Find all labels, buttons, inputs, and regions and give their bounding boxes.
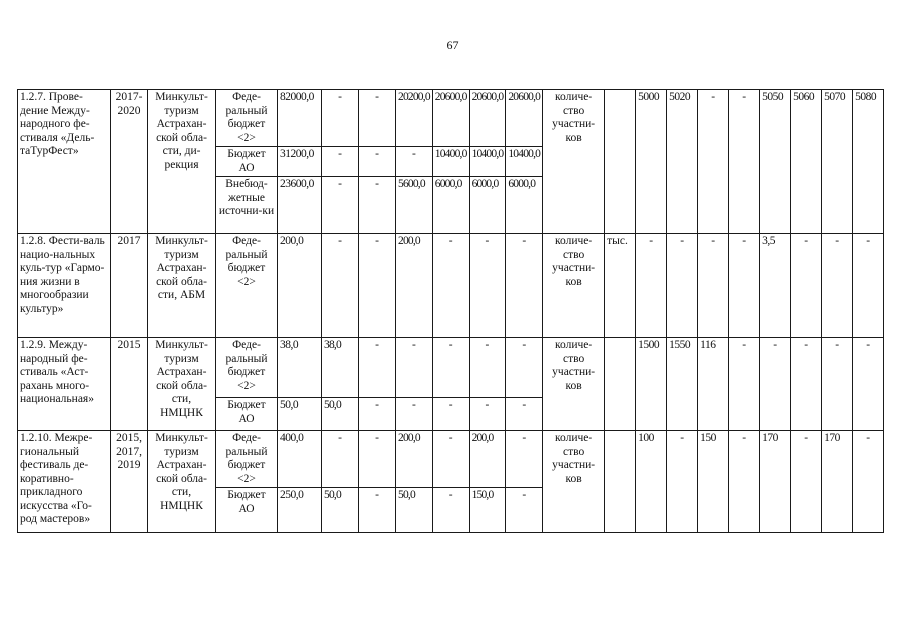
funding-total: 82000,0 (278, 90, 322, 147)
funding-y1: 38,0 (322, 338, 359, 398)
indicator-unit (605, 431, 636, 533)
funding-y2: - (359, 398, 396, 431)
table-row (18, 234, 884, 338)
indicator-name: количе-ство участни-ков (543, 234, 605, 338)
funding-y3: - (396, 398, 433, 431)
indicator-name: количе-ство участни-ков (543, 338, 605, 431)
funding-y5: - (469, 234, 506, 338)
target-value: - (729, 234, 760, 338)
table-row (18, 90, 884, 147)
funding-y4: 6000,0 (432, 177, 469, 234)
target-value: 1500 (636, 338, 667, 431)
target-value: 170 (760, 431, 791, 533)
funding-total: 23600,0 (278, 177, 322, 234)
target-value: - (667, 234, 698, 338)
funding-y2: - (359, 488, 396, 533)
measure-name: 1.2.9. Между-народный фе-стиваль «Аст-рахань много-национальная» (18, 338, 111, 431)
funding-total: 38,0 (278, 338, 322, 398)
executor: Минкульт-туризм Астрахан-ской обла-сти, ди-рекция (148, 90, 216, 234)
funding-source: Феде-ральный бюджет <2> (216, 234, 278, 338)
page-number: 67 (446, 38, 459, 52)
funding-y5: - (469, 338, 506, 398)
funding-y1: - (322, 90, 359, 147)
funding-y5: 150,0 (469, 488, 506, 533)
target-value: - (853, 234, 884, 338)
funding-y2: - (359, 147, 396, 177)
funding-y6: 6000,0 (506, 177, 543, 234)
target-value: - (729, 338, 760, 431)
funding-y6: - (506, 431, 543, 488)
funding-y2: - (359, 177, 396, 234)
funding-y3: 5600,0 (396, 177, 433, 234)
target-value: - (698, 90, 729, 234)
implementation-years: 2017-2020 (111, 90, 148, 234)
indicator-unit (605, 338, 636, 431)
funding-y1: 50,0 (322, 488, 359, 533)
target-value: - (791, 234, 822, 338)
funding-source: Бюджет АО (216, 147, 278, 177)
measure-name: 1.2.8. Фести-валь нацио-нальных куль-тур «Гармо-ния жизни в многообразии культур» (18, 234, 111, 338)
funding-y4: - (432, 488, 469, 533)
funding-y2: - (359, 90, 396, 147)
funding-y4: - (432, 398, 469, 431)
target-value: 5080 (853, 90, 884, 234)
target-value: - (822, 338, 853, 431)
funding-y2: - (359, 338, 396, 398)
funding-y4: 10400,0 (432, 147, 469, 177)
table-row (18, 338, 884, 398)
funding-source: Внебюд-жетные источни-ки (216, 177, 278, 234)
target-value: - (791, 431, 822, 533)
funding-y5: 10400,0 (469, 147, 506, 177)
indicator-name: количе-ство участни-ков (543, 90, 605, 234)
funding-y4: - (432, 431, 469, 488)
funding-y5: - (469, 398, 506, 431)
funding-y3: - (396, 147, 433, 177)
target-value: - (853, 431, 884, 533)
funding-y3: 20200,0 (396, 90, 433, 147)
funding-y5: 200,0 (469, 431, 506, 488)
target-value: - (822, 234, 853, 338)
target-value: - (853, 338, 884, 431)
funding-total: 250,0 (278, 488, 322, 533)
measure-name: 1.2.7. Прове-дение Между-народного фе-стиваля «Дель-таТурФест» (18, 90, 111, 234)
funding-total: 400,0 (278, 431, 322, 488)
indicator-unit: тыс. (605, 234, 636, 338)
table-row (18, 431, 884, 488)
funding-y3: 50,0 (396, 488, 433, 533)
funding-y4: - (432, 234, 469, 338)
funding-y4: 20600,0 (432, 90, 469, 147)
funding-y1: - (322, 147, 359, 177)
target-value: 3,5 (760, 234, 791, 338)
target-value: 5000 (636, 90, 667, 234)
funding-y1: - (322, 234, 359, 338)
funding-source: Феде-ральный бюджет <2> (216, 338, 278, 398)
target-value: 150 (698, 431, 729, 533)
executor: Минкульт-туризм Астрахан-ской обла-сти, НМЦНК (148, 431, 216, 533)
target-value: 5060 (791, 90, 822, 234)
funding-y4: - (432, 338, 469, 398)
implementation-years: 2017 (111, 234, 148, 338)
executor: Минкульт-туризм Астрахан-ской обла-сти, АБМ (148, 234, 216, 338)
funding-y6: - (506, 398, 543, 431)
funding-y1: 50,0 (322, 398, 359, 431)
funding-y6: - (506, 488, 543, 533)
executor: Минкульт-туризм Астрахан-ской обла-сти, НМЦНК (148, 338, 216, 431)
target-value: 116 (698, 338, 729, 431)
target-value: - (729, 90, 760, 234)
target-value: - (698, 234, 729, 338)
funding-y6: 20600,0 (506, 90, 543, 147)
target-value: - (636, 234, 667, 338)
target-value: 1550 (667, 338, 698, 431)
target-value: 5020 (667, 90, 698, 234)
table-body (18, 90, 884, 533)
target-value: - (760, 338, 791, 431)
target-value: 5070 (822, 90, 853, 234)
funding-y3: 200,0 (396, 431, 433, 488)
funding-y5: 6000,0 (469, 177, 506, 234)
target-value: - (667, 431, 698, 533)
target-value: - (791, 338, 822, 431)
indicator-name: количе-ство участни-ков (543, 431, 605, 533)
funding-total: 50,0 (278, 398, 322, 431)
implementation-years: 2015 (111, 338, 148, 431)
funding-source: Бюджет АО (216, 488, 278, 533)
funding-y6: 10400,0 (506, 147, 543, 177)
funding-total: 31200,0 (278, 147, 322, 177)
funding-source: Феде-ральный бюджет <2> (216, 431, 278, 488)
funding-source: Феде-ральный бюджет <2> (216, 90, 278, 147)
funding-y1: - (322, 177, 359, 234)
funding-y6: - (506, 234, 543, 338)
target-value: 100 (636, 431, 667, 533)
funding-total: 200,0 (278, 234, 322, 338)
measure-name: 1.2.10. Межре-гиональный фестиваль де-коративно-прикладного искусства «Го-род мастеров» (18, 431, 111, 533)
funding-y3: - (396, 338, 433, 398)
funding-source: Бюджет АО (216, 398, 278, 431)
implementation-years: 2015, 2017, 2019 (111, 431, 148, 533)
funding-y5: 20600,0 (469, 90, 506, 147)
funding-y3: 200,0 (396, 234, 433, 338)
funding-y1: - (322, 431, 359, 488)
program-table (17, 89, 884, 533)
funding-y6: - (506, 338, 543, 398)
target-value: 170 (822, 431, 853, 533)
target-value: - (729, 431, 760, 533)
funding-y2: - (359, 234, 396, 338)
indicator-unit (605, 90, 636, 234)
funding-y2: - (359, 431, 396, 488)
target-value: 5050 (760, 90, 791, 234)
